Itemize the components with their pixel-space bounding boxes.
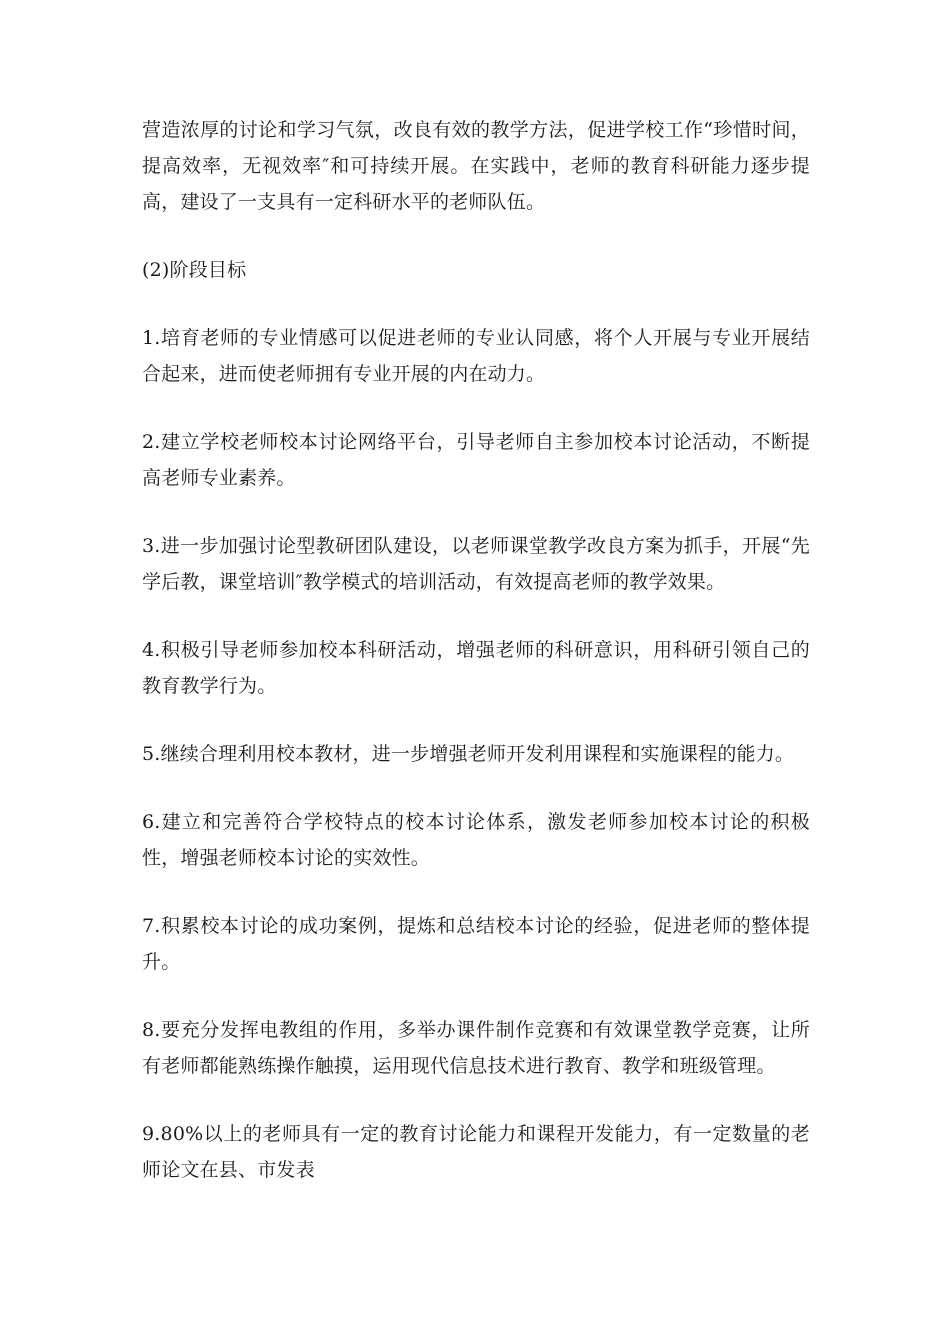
goal-item-5: 5.继续合理利用校本教材，进一步增强老师开发利用课程和实施课程的能力。 xyxy=(142,743,795,765)
goal-item-7: 7.积累校本讨论的成功案例，提炼和总结校本讨论的经验，促进老师的整体提升。 xyxy=(142,915,810,973)
goal-item-6: 6.建立和完善符合学校特点的校本讨论体系，激发老师参加校本讨论的积极性，增强老师校本讨论的实效性。 xyxy=(142,811,810,869)
section-heading: (2)阶段目标 xyxy=(142,259,247,281)
goal-item-4: 4.积极引导老师参加校本科研活动，增强老师的科研意识，用科研引领自己的教育教学行为。 xyxy=(142,639,810,697)
document-body xyxy=(142,112,810,1220)
goal-item-9: 9.80%以上的老师具有一定的教育讨论能力和课程开发能力，有一定数量的老师论文在县、市发表 xyxy=(142,1123,810,1181)
goal-item-2: 2.建立学校老师校本讨论网络平台，引导老师自主参加校本讨论活动，不断提高老师专业素养。 xyxy=(142,431,810,489)
goal-item-8: 8.要充分发挥电教组的作用，多举办课件制作竞赛和有效课堂教学竞赛，让所有老师都能熟练操作触摸，运用现代信息技术进行教育、教学和班级管理。 xyxy=(142,1019,810,1077)
intro-paragraph: 营造浓厚的讨论和学习气氛，改良有效的教学方法，促进学校工作“珍惜时间，提高效率，无视效率″和可持续开展。在实践中，老师的教育科研能力逐步提高，建设了一支具有一定科研水平的老师队伍。 xyxy=(142,119,810,213)
goal-item-3: 3.进一步加强讨论型教研团队建设，以老师课堂教学改良方案为抓手，开展“先学后教，课堂培训″教学模式的培训活动，有效提高老师的教学效果。 xyxy=(142,535,810,593)
goal-item-1: 1.培育老师的专业情感可以促进老师的专业认同感，将个人开展与专业开展结合起来，进而使老师拥有专业开展的内在动力。 xyxy=(142,327,810,385)
